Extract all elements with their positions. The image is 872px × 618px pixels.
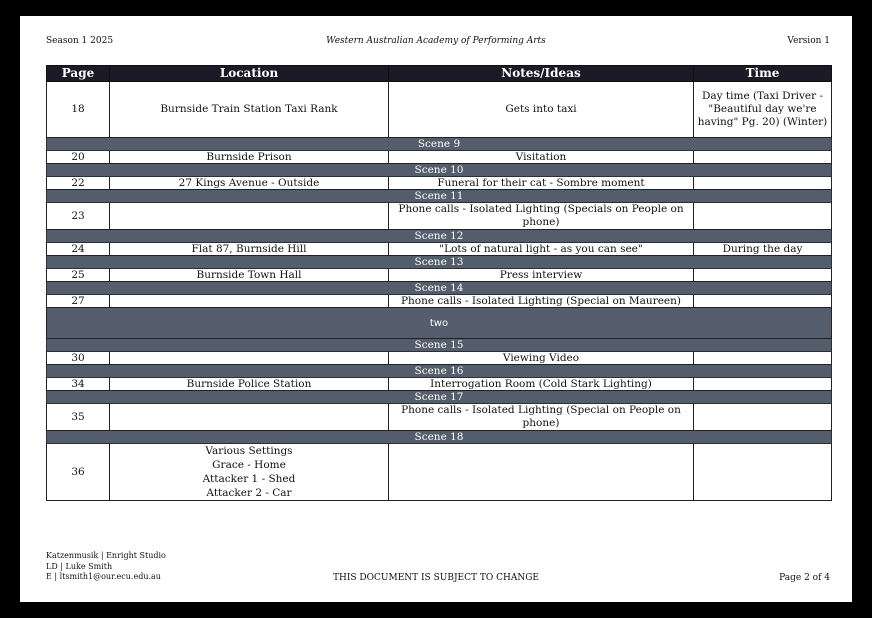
cell-location: Flat 87, Burnside Hill — [110, 243, 389, 256]
cell-notes: Interrogation Room (Cold Stark Lighting) — [389, 378, 694, 391]
cell-location — [110, 203, 389, 230]
footer-designer: LD | Luke Smith — [46, 561, 113, 571]
scene-row — [47, 282, 832, 295]
location-line: Attacker 2 - Car — [206, 487, 292, 499]
scene-row — [47, 190, 832, 203]
cell-page: 25 — [47, 269, 110, 282]
cell-time — [694, 269, 832, 282]
table-row — [47, 269, 832, 282]
cell-time — [694, 151, 832, 164]
cell-notes: "Lots of natural light - as you can see" — [389, 243, 694, 256]
cell-page: 18 — [47, 82, 110, 138]
scene-label: Scene 14 — [47, 282, 832, 295]
cell-time — [694, 295, 832, 308]
cell-location — [110, 444, 389, 501]
cell-time — [694, 177, 832, 190]
table-row — [47, 203, 832, 230]
cell-notes: Phone calls - Isolated Lighting (Special on Maureen) — [389, 295, 694, 308]
cell-page: 24 — [47, 243, 110, 256]
column-header-page: Page — [47, 66, 110, 82]
cell-location — [110, 404, 389, 431]
cell-notes: Press interview — [389, 269, 694, 282]
scene-row — [47, 230, 832, 243]
scene-row — [47, 431, 832, 444]
scene-row — [47, 138, 832, 151]
scene-label: Scene 12 — [47, 230, 832, 243]
cell-page: 36 — [47, 444, 110, 501]
scene-label: Scene 16 — [47, 365, 832, 378]
header-institution: Western Australian Academy of Performing Arts — [326, 36, 546, 46]
cell-notes: Phone calls - Isolated Lighting (Special on People on phone) — [389, 404, 694, 431]
cell-notes: Visitation — [389, 151, 694, 164]
column-header-location: Location — [110, 66, 389, 82]
scene-label: Scene 17 — [47, 391, 832, 404]
cell-location: 27 Kings Avenue - Outside — [110, 177, 389, 190]
scene-label: Scene 11 — [47, 190, 832, 203]
scene-row — [47, 256, 832, 269]
header-version: Version 1 — [787, 36, 830, 46]
table-row — [47, 151, 832, 164]
location-line: Grace - Home — [212, 459, 286, 471]
cell-page: 30 — [47, 352, 110, 365]
location-line: Various Settings — [205, 445, 293, 457]
table-row — [47, 404, 832, 431]
scene-label: Scene 9 — [47, 138, 832, 151]
table-row — [47, 243, 832, 256]
footer-company: Katzenmusik | Enright Studio — [46, 551, 166, 560]
table-row — [47, 82, 832, 138]
table-row — [47, 378, 832, 391]
cell-location — [110, 295, 389, 308]
table-row — [47, 352, 832, 365]
cue-table — [46, 65, 832, 501]
scene-label: Scene 15 — [47, 339, 832, 352]
cell-time — [694, 352, 832, 365]
cell-notes: Phone calls - Isolated Lighting (Specials on People on phone) — [389, 203, 694, 230]
cell-notes — [389, 444, 694, 501]
scene-label: Scene 10 — [47, 164, 832, 177]
header-season: Season 1 2025 — [46, 36, 114, 46]
cell-location: Burnside Town Hall — [110, 269, 389, 282]
column-header-time: Time — [694, 66, 832, 82]
scene-row — [47, 164, 832, 177]
cell-location — [110, 352, 389, 365]
cell-notes: Gets into taxi — [389, 82, 694, 138]
divider-row — [47, 308, 832, 339]
document-page — [20, 16, 852, 602]
table-row — [47, 444, 832, 501]
cell-time — [694, 444, 832, 501]
table-header-row — [47, 66, 832, 82]
footer-disclaimer: THIS DOCUMENT IS SUBJECT TO CHANGE — [332, 573, 539, 583]
cell-page: 34 — [47, 378, 110, 391]
footer-page-number: Page 2 of 4 — [779, 573, 830, 583]
cell-page: 23 — [47, 203, 110, 230]
cell-location: Burnside Prison — [110, 151, 389, 164]
cell-page: 20 — [47, 151, 110, 164]
cell-page: 27 — [47, 295, 110, 308]
scene-row — [47, 391, 832, 404]
table-row — [47, 295, 832, 308]
cell-notes: Viewing Video — [389, 352, 694, 365]
cell-time — [694, 203, 832, 230]
column-header-notes: Notes/Ideas — [389, 66, 694, 82]
table-row — [47, 177, 832, 190]
cell-location: Burnside Police Station — [110, 378, 389, 391]
cell-page: 22 — [47, 177, 110, 190]
scene-label: Scene 13 — [47, 256, 832, 269]
scene-row — [47, 339, 832, 352]
cell-time: Day time (Taxi Driver - "Beautiful day we're having" Pg. 20) (Winter) — [694, 82, 832, 138]
scene-label: Scene 18 — [47, 431, 832, 444]
location-line: Attacker 1 - Shed — [202, 473, 296, 485]
cell-page: 35 — [47, 404, 110, 431]
cell-time: During the day — [694, 243, 832, 256]
footer-email: E | ltsmith1@our.ecu.edu.au — [46, 572, 161, 581]
cell-notes: Funeral for their cat - Sombre moment — [389, 177, 694, 190]
cell-time — [694, 378, 832, 391]
cell-location: Burnside Train Station Taxi Rank — [110, 82, 389, 138]
scene-row — [47, 365, 832, 378]
divider-label: two — [47, 308, 832, 339]
cell-time — [694, 404, 832, 431]
